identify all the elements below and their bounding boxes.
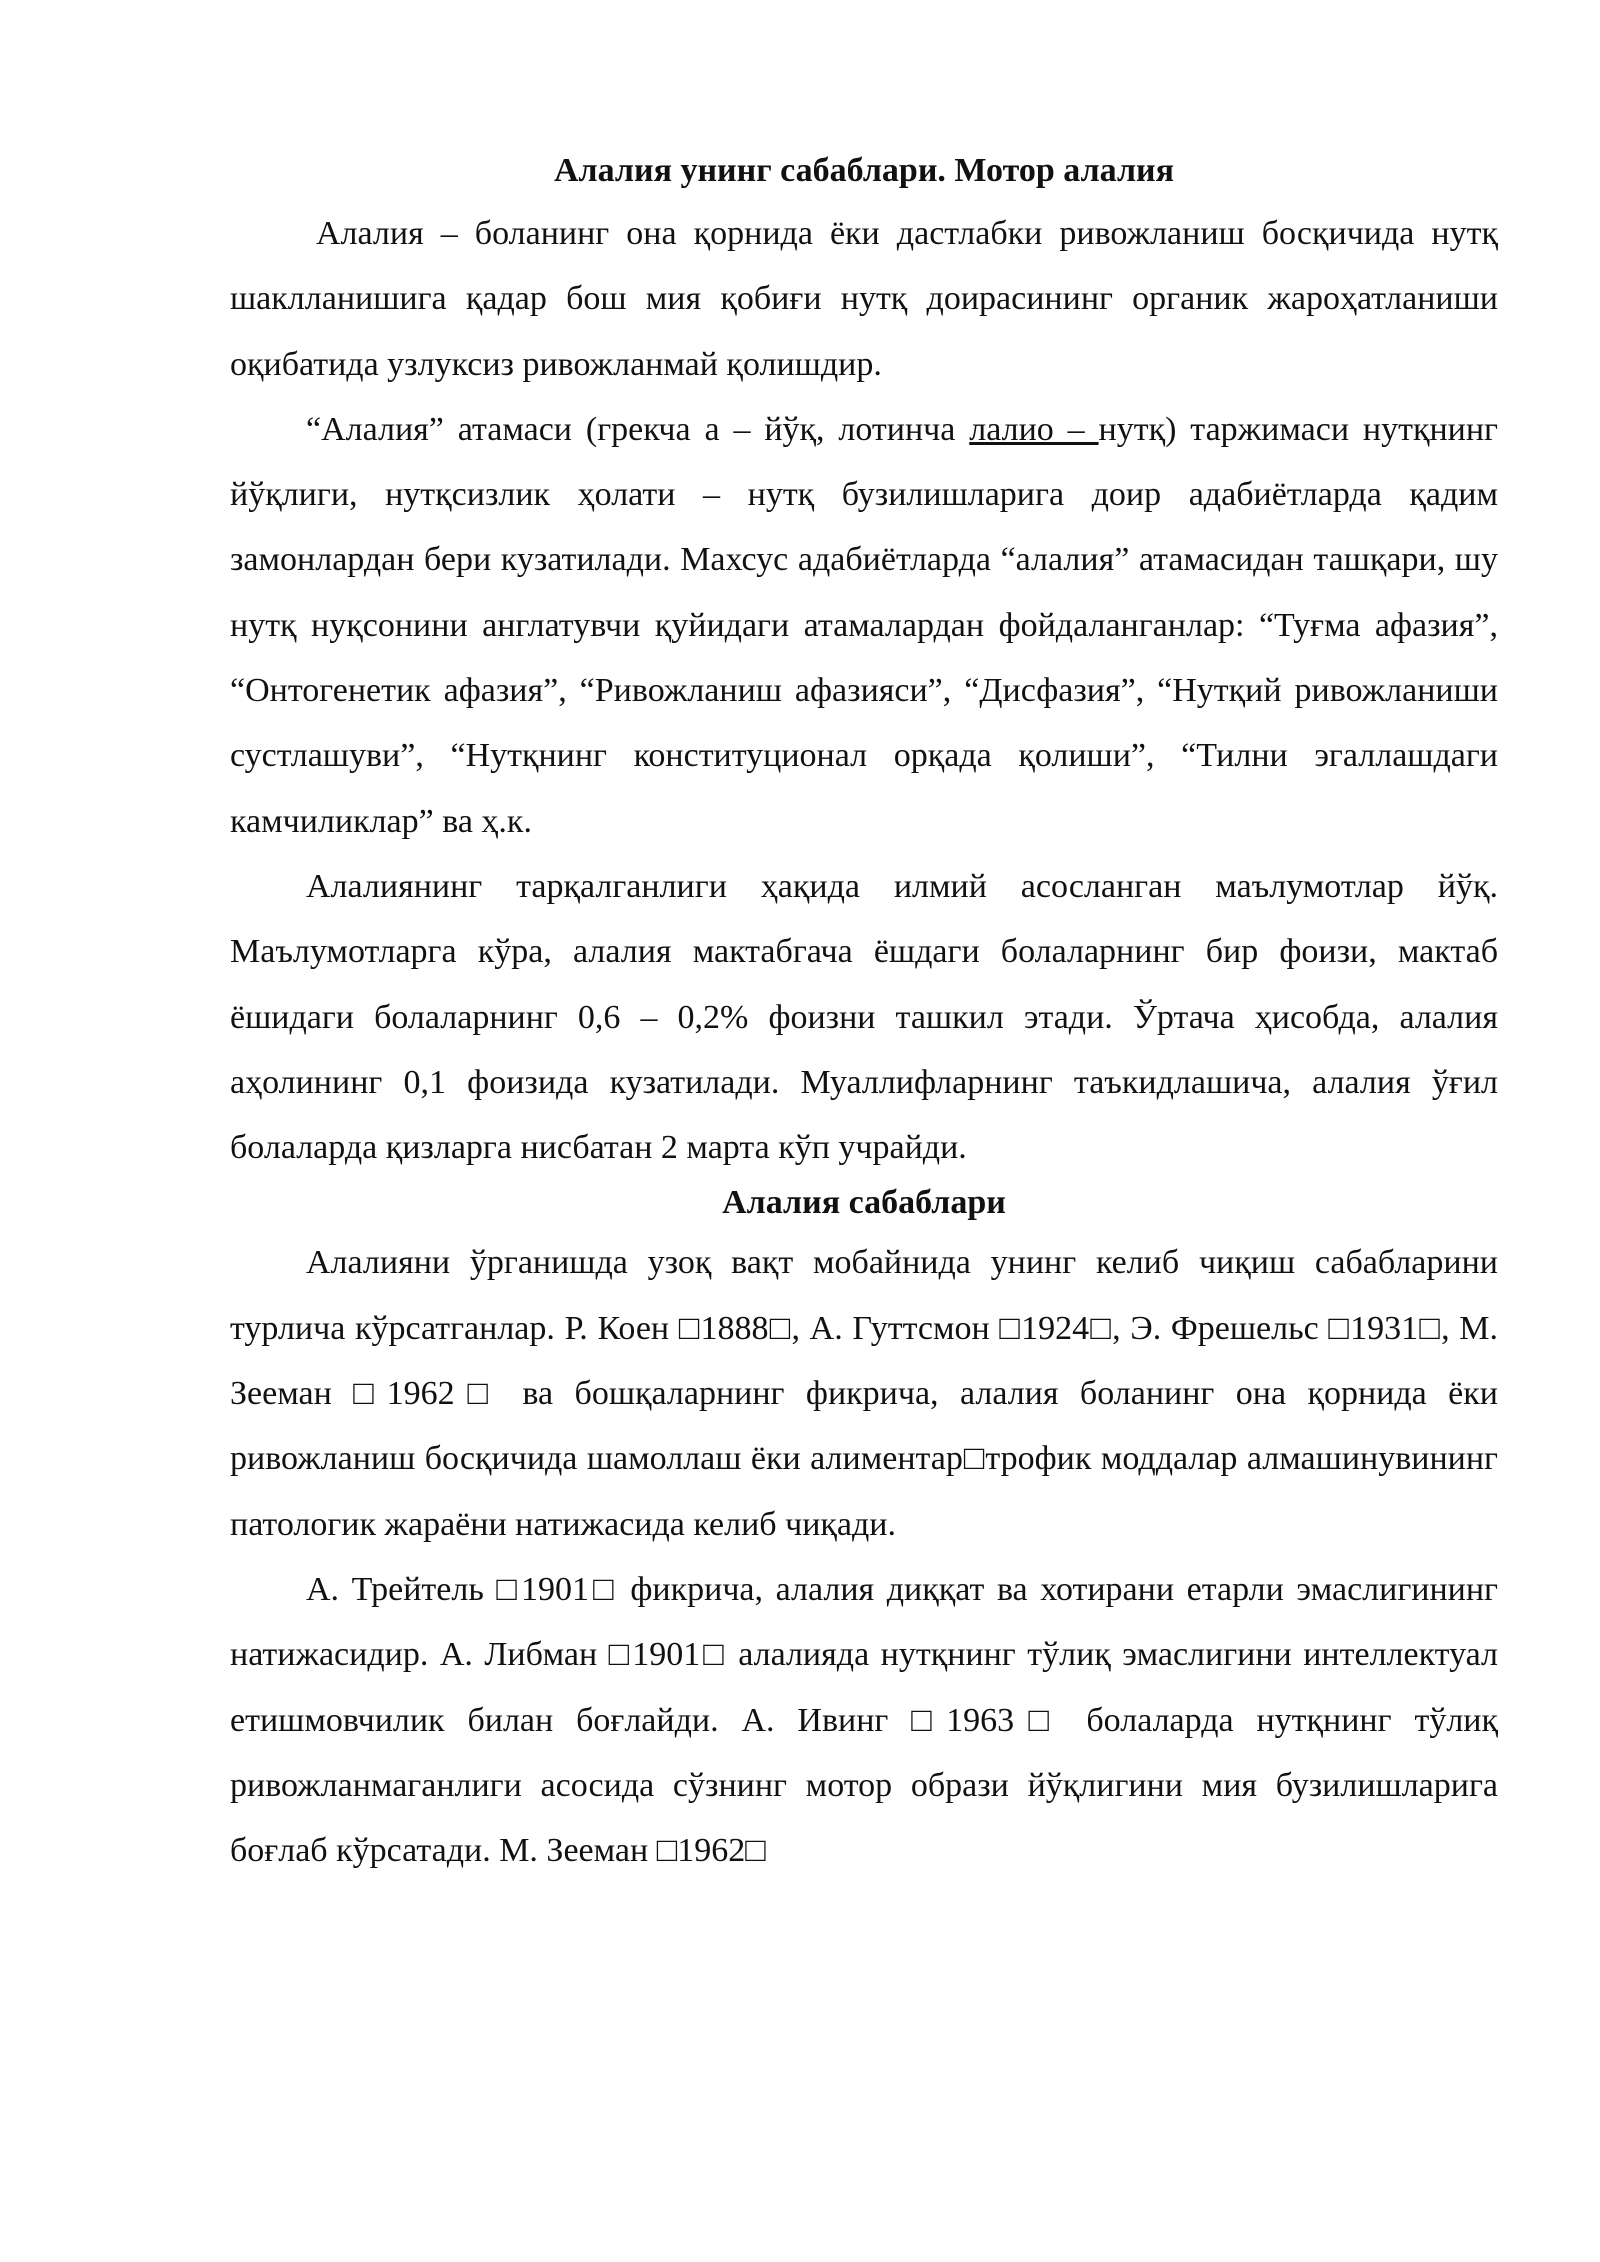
paragraph-authors: А. Трейтель □1901□ фикрича, алалия диққат ва хотирани етарли эмаслигининг натижасидир. А. Либман □1901□ алалияда нутқнинг тўлиқ эмаслигини интеллектуал етишмовчилик билан боғлайди. А. Ивинг □1963□ болаларда нутқнинг тўлиқ ривожланмаганлиги асосида сўзнинг мотор образи йўқлигини мия бузилишларига боғлаб кўрсатади. М. Зееман □1962□ [230,1570,1498,1870]
paragraph-terminology [230,397,1498,854]
page-title: Алалия унинг сабаблари. Мотор алалия [553,152,1175,189]
paragraph-prevalence: Алалиянинг тарқалганлиги ҳақида илмий асосланган маълумотлар йўқ. Маълумотларга кўра, алалия мактабгача ёшдаги болаларнинг бир фоизи, мактаб ёшидаги болаларнинг 0,6 – 0,2% фоизни ташкил этади. Ўртача ҳисобда, алалия аҳолининг 0,1 фоизида кузатилади. Муаллифларнинг таъкидлашича, алалия ўғил болаларда қизларга нисбатан 2 марта кўп учрайди. [230,867,1498,1167]
underlined-term: лалио – [969,410,1099,448]
paragraph-causes: Алалияни ўрганишда узоқ вақт мобайнида унинг келиб чиқиш сабабларини турлича кўрсатганлар. Р. Коен □1888□, А. Гуттсмон □1924□, Э. Фрешельс □1931□, М. Зееман □1962□ ва бошқаларнинг фикрича, алалия боланинг она қорнида ёки ривожланиш босқичида шамоллаш ёки алиментар□трофик моддалар алмашинувининг патологик жараёни натижасида келиб чиқади. [230,1244,1498,1543]
paragraph-terminology-part-a: “Алалия” атамаси (грекча а – йўқ, лотинча [306,410,970,448]
paragraph-terminology-part-b: нутқ) таржимаси нутқнинг йўқлиги, нутқсизлик ҳолати – нутқ бузилишларига доир адабиётларда қадим замонлардан бери кузатилади. Махсус адабиётларда “алалия” атамасидан ташқари, шу нутқ нуқсонини англатувчи қуйидаги атамалардан фойдаланганлар: “Туғма афазия”, “Онтогенетик афазия”, “Ривожланиш афазияси”, “Дисфазия”, “Нутқий ривожланиши сустлашуви”, “Нутқнинг конституционал орқада қолиши”, “Тилни эгаллашдаги камчиликлар” ва ҳ.к. [230,410,1498,840]
paragraph-definition: Алалия – боланинг она қорнида ёки дастлабки ривожланиш босқичида нутқ шаклланишига қадар бош мия қобиғи нутқ доирасининг органик жароҳатланиши оқибатида узлуксиз ривожланмай қолишдир. [230,215,1498,383]
section-heading: Алалия сабаблари [722,1184,1006,1222]
